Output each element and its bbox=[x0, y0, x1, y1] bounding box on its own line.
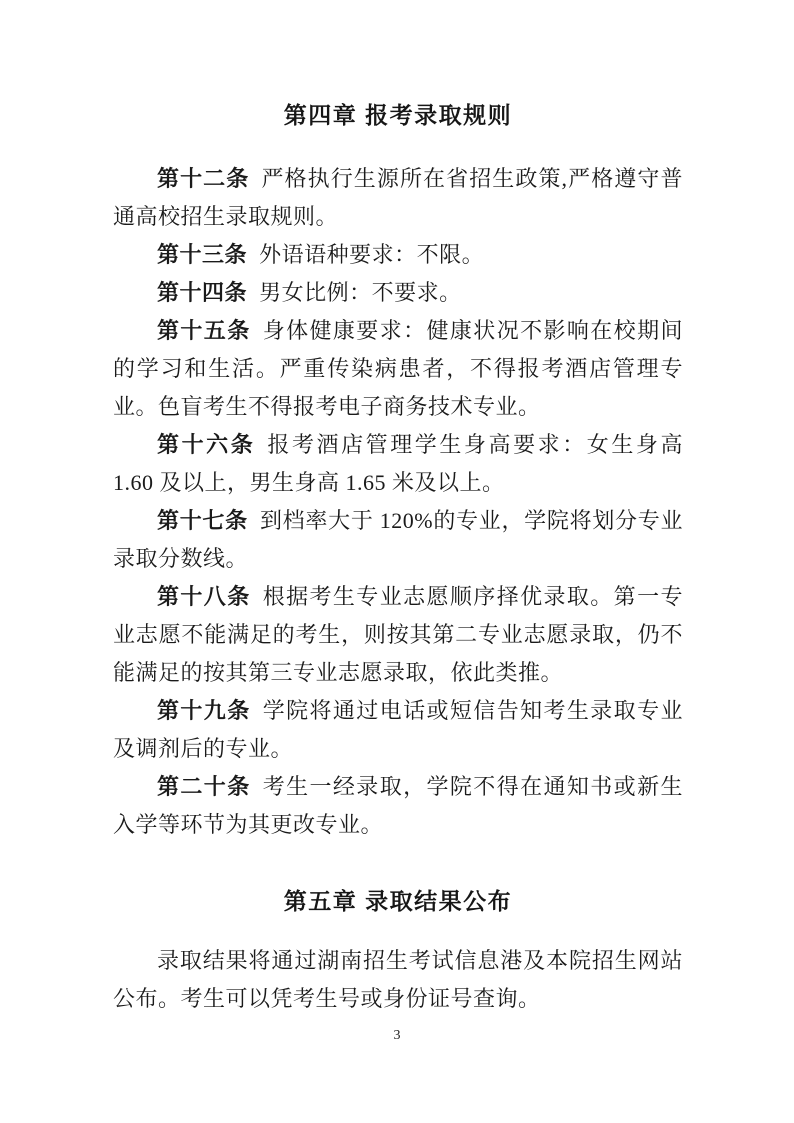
article-18-label: 第十八条 bbox=[157, 584, 251, 609]
article-17 bbox=[113, 502, 683, 578]
article-20-label: 第二十条 bbox=[157, 774, 251, 799]
article-14 bbox=[113, 274, 683, 312]
article-16-label: 第十六条 bbox=[157, 432, 256, 457]
article-18 bbox=[113, 578, 683, 692]
article-18-text: 根据考生专业志愿顺序择优录取。第一专业志愿不能满足的考生，则按其第二专业志愿录取，仍不能满足的按其第三专业志愿录取，依此类推。 bbox=[113, 584, 683, 685]
chapter-5-paragraph: 录取结果将通过湖南招生考试信息港及本院招生网站公布。考生可以凭考生号或身份证号查询。 bbox=[113, 948, 683, 1011]
article-12-label: 第十二条 bbox=[157, 166, 250, 191]
article-14-text: 男女比例：不要求。 bbox=[259, 280, 462, 305]
article-16 bbox=[113, 426, 683, 502]
article-15-text: 身体健康要求：健康状况不影响在校期间的学习和生活。严重传染病患者，不得报考酒店管理专业。色盲考生不得报考电子商务技术专业。 bbox=[113, 318, 683, 419]
chapter-4-title: 第四章 报考录取规则 bbox=[283, 102, 513, 128]
article-19-label: 第十九条 bbox=[157, 698, 251, 723]
article-17-text: 到档率大于 120%的专业，学院将划分专业录取分数线。 bbox=[113, 508, 683, 571]
article-13 bbox=[113, 236, 683, 274]
article-12-text: 严格执行生源所在省招生政策,严格遵守普通高校招生录取规则。 bbox=[113, 166, 683, 229]
article-20 bbox=[113, 768, 683, 844]
article-19 bbox=[113, 692, 683, 768]
article-20-text: 考生一经录取，学院不得在通知书或新生入学等环节为其更改专业。 bbox=[113, 774, 683, 837]
article-17-label: 第十七条 bbox=[157, 508, 248, 533]
article-19-text: 学院将通过电话或短信告知考生录取专业及调剂后的专业。 bbox=[113, 698, 683, 761]
chapter-5-title: 第五章 录取结果公布 bbox=[283, 888, 513, 914]
article-13-label: 第十三条 bbox=[157, 242, 248, 267]
article-14-label: 第十四条 bbox=[157, 280, 248, 305]
page-number: 3 bbox=[393, 1028, 401, 1043]
article-12 bbox=[113, 160, 683, 236]
article-15 bbox=[113, 312, 683, 426]
article-13-text: 外语语种要求：不限。 bbox=[259, 242, 485, 267]
article-16-text: 报考酒店管理学生身高要求：女生身高 1.60 及以上，男生身高 1.65 米及以上。 bbox=[113, 432, 683, 495]
article-15-label: 第十五条 bbox=[157, 318, 251, 343]
